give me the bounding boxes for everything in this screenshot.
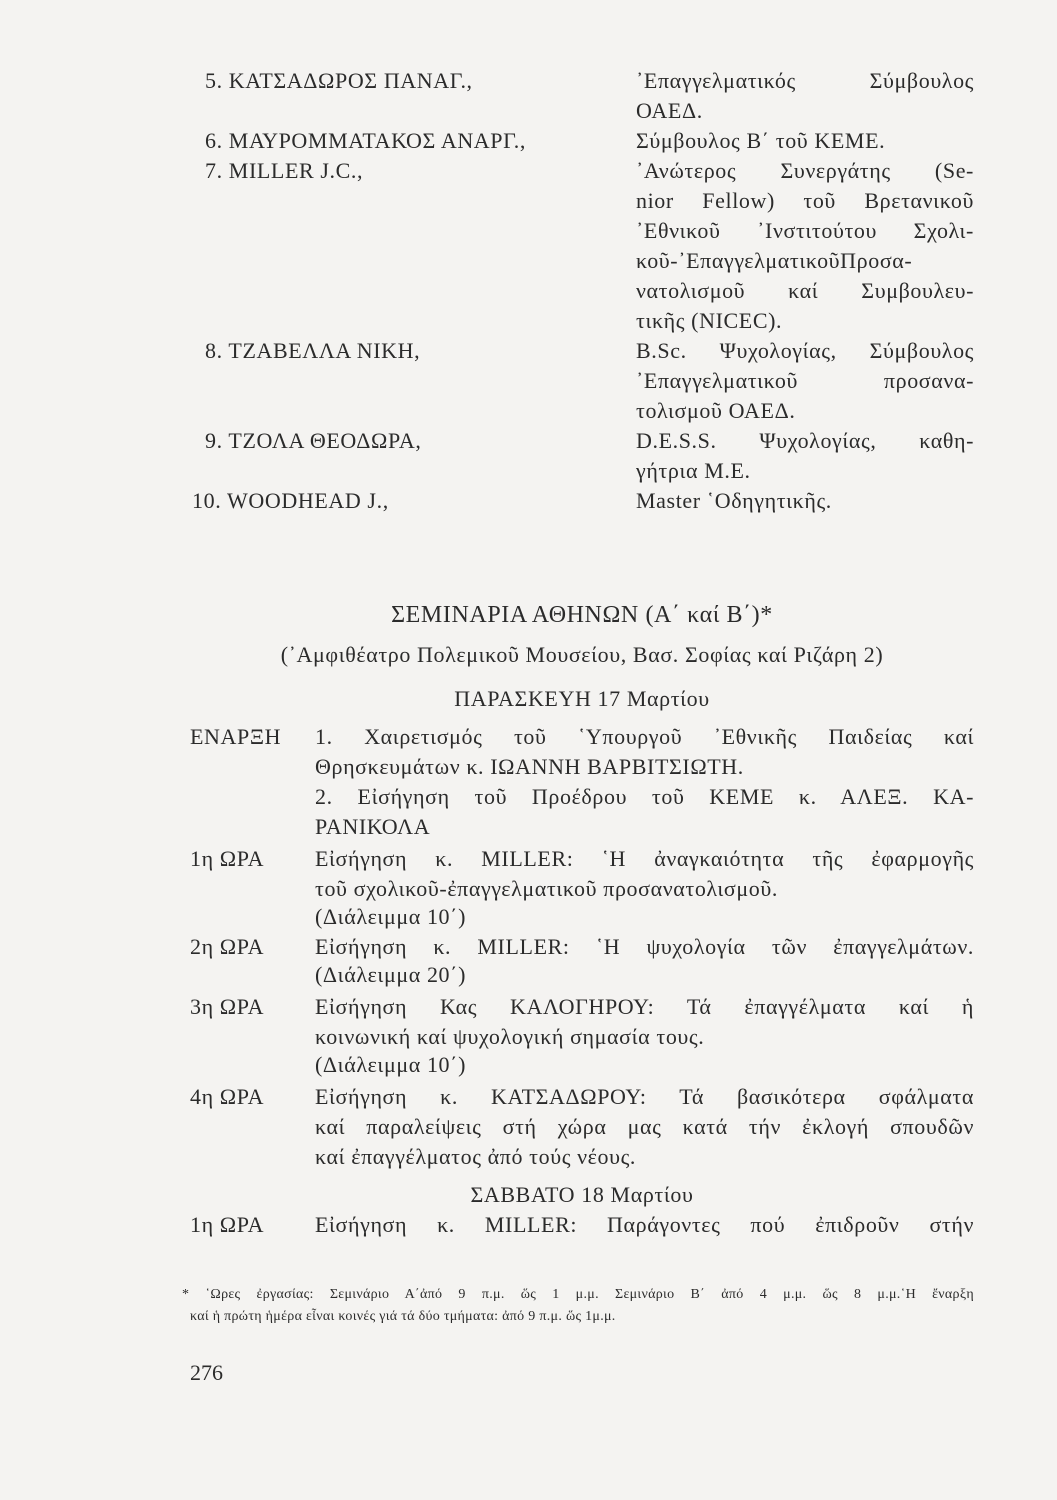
participant-desc: γήτρια Μ.Ε. — [636, 458, 751, 483]
schedule-text: καί ἐπαγγέλματος ἀπό τούς νέους. — [315, 1144, 637, 1169]
footnote-line: * ῾Ωρες ἐργασίας: Σεμινάριο Α΄ἀπό 9 π.μ. ὥς 1 μ.μ. Σεμινάριο Β΄ ἀπό 4 μ.μ. ὥς 8 μ.μ.῾Η ἔναρξη — [182, 1287, 974, 1302]
schedule-text: Θρησκευμάτων κ. ΙΩΑΝΝΗ ΒΑΡΒΙΤΣΙΩΤΗ. — [315, 754, 744, 779]
participant-desc: Master ῾Οδηγητικῆς. — [636, 488, 832, 513]
participant-name: 6. ΜΑΥΡΟΜΜΑΤΑΚΟΣ ΑΝΑΡΓ., — [205, 128, 527, 153]
schedule-label: ΕΝΑΡΞΗ — [190, 724, 282, 749]
schedule-text: 2. Εἰσήγηση τοῦ Προέδρου τοῦ ΚΕΜΕ κ. ΑΛΕΞ. ΚΑ- — [315, 784, 974, 809]
participant-desc: ᾿Επαγγελματικός Σύμβουλος — [636, 68, 974, 93]
schedule-label: 2η ΩΡΑ — [190, 934, 265, 959]
participant-name: 5. ΚΑΤΣΑΔΩΡΟΣ ΠΑΝΑΓ., — [205, 68, 473, 93]
schedule-text: 1. Χαιρετισμός τοῦ ῾Υπουργοῦ ᾿Εθνικῆς Παιδείας καί — [315, 724, 974, 749]
footnote-line: καί ἡ πρώτη ἡμέρα εἶναι κοινές γιά τά δύο τμήματα: ἀπό 9 π.μ. ὥς 1μ.μ. — [190, 1309, 616, 1324]
schedule-text: τοῦ σχολικοῦ-ἐπαγγελματικοῦ προσανατολισμοῦ. — [315, 876, 778, 901]
participant-desc: νατολισμοῦ καί Συμβουλευ- — [636, 278, 974, 303]
schedule-text: (Διάλειμμα 10΄) — [315, 904, 467, 929]
participant-name: 10. WOODHEAD J., — [192, 488, 389, 513]
schedule-text: Εἰσήγηση κ. ΚΑΤΣΑΔΩΡΟΥ: Τά βασικότερα σφάλματα — [315, 1084, 974, 1109]
schedule-label: 4η ΩΡΑ — [190, 1084, 265, 1109]
seminar-title: ΣΕΜΙΝΑΡΙΑ ΑΘΗΝΩΝ (Α΄ καί Β΄)* — [391, 602, 773, 628]
schedule-text: Εἰσήγηση κ. MILLER: ῾Η ψυχολογία τῶν ἐπαγγελμάτων. — [315, 934, 974, 959]
participant-desc: τολισμοῦ ΟΑΕΔ. — [636, 398, 796, 423]
schedule-label: 1η ΩΡΑ — [190, 846, 265, 871]
day-heading: ΣΑΒΒΑΤΟ 18 Μαρτίου — [470, 1182, 694, 1207]
participant-name: 9. ΤΖΟΛΑ ΘΕΟΔΩΡΑ, — [205, 428, 422, 453]
day-heading: ΠΑΡΑΣΚΕΥΗ 17 Μαρτίου — [454, 686, 710, 711]
participant-name: 8. ΤΖΑΒΕΛΛΑ ΝΙΚΗ, — [205, 338, 421, 363]
schedule-text: Εἰσήγηση Κας ΚΑΛΟΓΗΡΟΥ: Τά ἐπαγγέλματα καί ἡ — [315, 994, 974, 1019]
page-number: 276 — [190, 1360, 223, 1385]
participant-desc: ᾿Εθνικοῦ ᾿Ινστιτούτου Σχολι- — [636, 218, 974, 243]
schedule-text: κοινωνική καί ψυχολογική σημασία τους. — [315, 1024, 705, 1049]
schedule-text: (Διάλειμμα 20΄) — [315, 962, 467, 987]
schedule-label: 1η ΩΡΑ — [190, 1212, 265, 1237]
schedule-text: καί παραλείψεις στή χώρα μας κατά τήν ἐκλογή σπουδῶν — [315, 1114, 974, 1139]
participant-desc: D.E.S.S. Ψυχολογίας, καθη- — [636, 428, 974, 453]
participant-desc: ΟΑΕΔ. — [636, 98, 703, 123]
schedule-label: 3η ΩΡΑ — [190, 994, 265, 1019]
schedule-text: Εἰσήγηση κ. MILLER: Παράγοντες πού ἐπιδροῦν στήν — [315, 1212, 974, 1237]
schedule-text: ΡΑΝΙΚΟΛΑ — [315, 814, 431, 839]
participant-desc: κοῦ-᾿ΕπαγγελματικοῦΠροσα- — [636, 248, 913, 273]
participant-desc: τικῆς (NICEC). — [636, 308, 783, 333]
participant-name: 7. MILLER J.C., — [205, 158, 364, 183]
participant-desc: nior Fellow) τοῦ Βρετανικοῦ — [636, 188, 974, 213]
schedule-text: Εἰσήγηση κ. MILLER: ῾Η ἀναγκαιότητα τῆς ἐφαρμογῆς — [315, 846, 974, 871]
participant-desc: B.Sc. Ψυχολογίας, Σύμβουλος — [636, 338, 974, 363]
seminar-venue: (᾿Αμφιθέατρο Πολεμικοῦ Μουσείου, Βασ. Σοφίας καί Ριζάρη 2) — [280, 642, 884, 667]
participant-desc: ᾿Επαγγελματικοῦ προσανα- — [636, 368, 974, 393]
participant-desc: ᾿Ανώτερος Συνεργάτης (Se- — [636, 158, 974, 183]
participant-desc: Σύμβουλος Β΄ τοῦ ΚΕΜΕ. — [636, 128, 886, 153]
schedule-text: (Διάλειμμα 10΄) — [315, 1052, 467, 1077]
